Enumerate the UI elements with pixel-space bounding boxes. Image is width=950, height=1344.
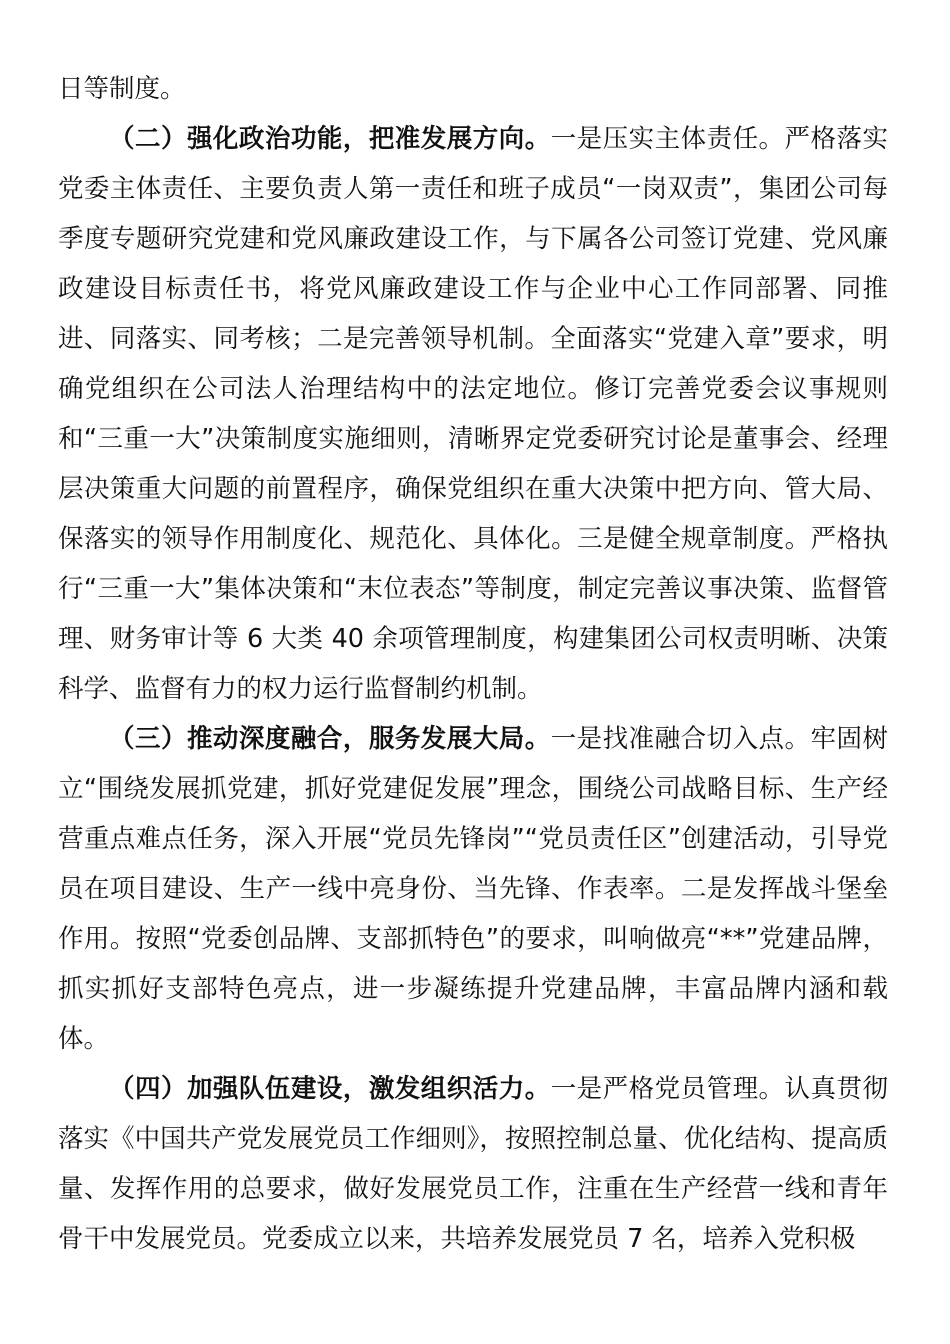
paragraph-body: 日等制度。 xyxy=(58,74,186,104)
paragraph-body: 一是压实主体责任。严格落实党委主体责任、主要负责人第一责任和班子成员“一岗双责”，集团公司每季度专题研究党建和党风廉政建设工作，与下属各公司签订党建、党风廉政建设目标责任书，将党风廉政建设工作与企业中心工作同部署、同推进、同落实、同考核；二是完善领导机制。全面落实“党建入章”要求，明确党组织在公司法人治理结构中的法定地位。修订完善党委会议事规则和“三重一大”决策制度实施细则，清晰界定党委研究讨论是董事会、经理层决策重大问题的前置程序，确保党组织在重大决策中把方向、管大局、保落实的领导作用制度化、规范化、具体化。三是健全规章制度。严格执行“三重一大”集体决策和“末位表态”等制度，制定完善议事决策、监督管理、财务审计等 6 大类 40 余项管理制度，构建集团公司权责明晰、决策科学、监督有力的权力运行监督制约机制。 xyxy=(58,124,888,704)
paragraph-section-2 xyxy=(58,114,888,714)
paragraph-section-3 xyxy=(58,714,888,1064)
section-heading: （四）加强队伍建设，激发组织活力。 xyxy=(109,1074,551,1104)
paragraph-continuation xyxy=(58,64,888,114)
paragraph-body: 一是找准融合切入点。牢固树立“围绕发展抓党建，抓好党建促发展”理念，围绕公司战略目标、生产经营重点难点任务，深入开展“党员先锋岗”“党员责任区”创建活动，引导党员在项目建设、生产一线中亮身份、当先锋、作表率。二是发挥战斗堡垒作用。按照“党委创品牌、支部抓特色”的要求，叫响做亮“**”党建品牌，抓实抓好支部特色亮点，进一步凝练提升党建品牌，丰富品牌内涵和载体。 xyxy=(58,724,888,1054)
paragraph-body: 一是严格党员管理。认真贯彻落实《中国共产党发展党员工作细则》，按照控制总量、优化结构、提高质量、发挥作用的总要求，做好发展党员工作，注重在生产经营一线和青年骨干中发展党员。党委成立以来，共培养发展党员 7 名，培养入党积极 xyxy=(58,1074,888,1254)
section-heading: （二）强化政治功能，把准发展方向。 xyxy=(109,124,551,154)
section-heading: （三）推动深度融合，服务发展大局。 xyxy=(109,724,551,754)
paragraph-section-4 xyxy=(58,1064,888,1264)
document-page xyxy=(58,64,888,1264)
